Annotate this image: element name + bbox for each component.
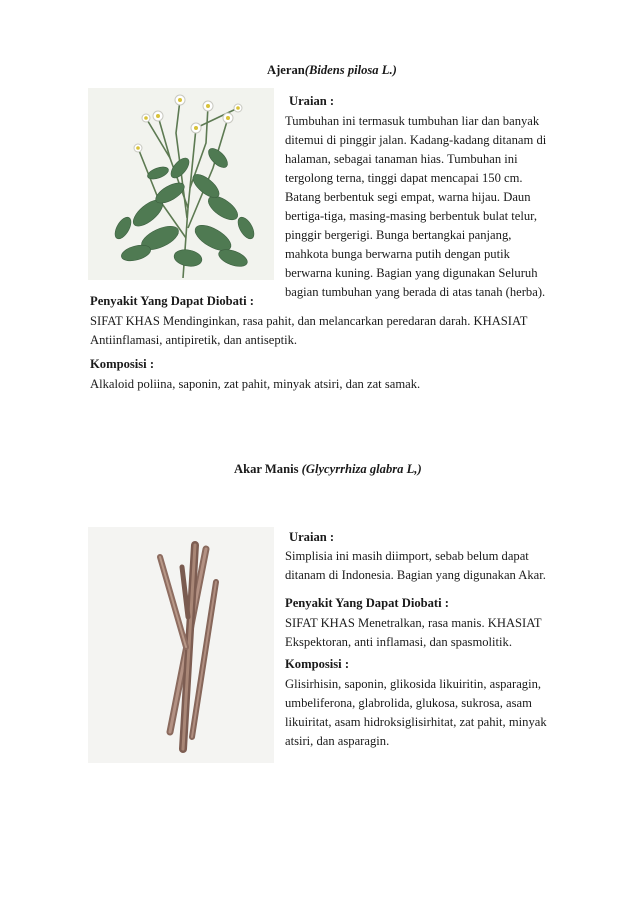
uraian-line: ditanam di Indonesia. Bagian yang digunakan Akar. bbox=[285, 568, 546, 582]
section2-title-name: Akar Manis bbox=[234, 462, 302, 476]
penyakit-line: Antiinflamasi, antipiretik, dan antiseptik. bbox=[90, 333, 298, 347]
uraian-line: Tumbuhan ini termasuk tumbuhan liar dan banyak bbox=[285, 114, 540, 128]
komposisi-line: Glisirhisin, saponin, glikosida likuiritin, asparagin, bbox=[285, 677, 542, 691]
section1-komposisi-heading: Komposisi : bbox=[90, 357, 155, 371]
section2-komposisi-text bbox=[285, 675, 585, 751]
komposisi-line: likuiritat, asam hidroksiglisirhitat, zat pahit, minyak bbox=[285, 715, 547, 729]
penyakit-line: Ekspektoran, anti inflamasi, dan spasmolitik. bbox=[285, 635, 512, 649]
section2-penyakit-text bbox=[285, 614, 585, 652]
uraian-line: tergolong terna, tinggi dapat mencapai 150 cm. bbox=[285, 171, 523, 185]
penyakit-line: SIFAT KHAS Menetralkan, rasa manis. KHASIAT bbox=[285, 616, 542, 630]
komposisi-line: Alkaloid poliina, saponin, zat pahit, minyak atsiri, dan zat samak. bbox=[90, 377, 421, 391]
komposisi-line: umbeliferona, glabrolida, glukosa, sukrosa, asam bbox=[285, 696, 532, 710]
uraian-line: Simplisia ini masih diimport, sebab belum dapat bbox=[285, 549, 529, 563]
bidens-pilosa-image bbox=[88, 88, 274, 280]
komposisi-line: atsiri, dan asparagin. bbox=[285, 734, 390, 748]
uraian-line: halaman, sebagai tanaman hias. Tumbuhan ini bbox=[285, 152, 518, 166]
section2-uraian-heading: Uraian : bbox=[289, 530, 335, 544]
section1-title-name: Ajeran bbox=[267, 63, 305, 77]
uraian-line: berwarna kuning. Bagian yang digunakan Seluruh bbox=[285, 266, 538, 280]
penyakit-line: SIFAT KHAS Mendinginkan, rasa pahit, dan melancarkan peredaran darah. KHASIAT bbox=[90, 314, 528, 328]
uraian-line: bertiga-tiga, masing-masing berbentuk bulat telur, bbox=[285, 209, 537, 223]
section2-title-latin: (Glycyrrhiza glabra L,) bbox=[301, 462, 422, 476]
section1-komposisi-text bbox=[90, 375, 600, 394]
uraian-line: Batang berbentuk segi empat, warna hijau. Daun bbox=[285, 190, 531, 204]
uraian-line: mahkota bunga berwarna putih dengan putik bbox=[285, 247, 510, 261]
section2-title bbox=[234, 462, 422, 477]
section2-uraian-text bbox=[285, 547, 585, 585]
section1-title-latin: (Bidens pilosa L.) bbox=[304, 63, 397, 77]
section1-uraian-heading: Uraian : bbox=[289, 94, 335, 108]
licorice-root-image bbox=[88, 527, 274, 763]
section1-penyakit-heading: Penyakit Yang Dapat Diobati : bbox=[90, 294, 254, 308]
section2-komposisi-heading: Komposisi : bbox=[285, 657, 350, 671]
section1-uraian-text bbox=[285, 112, 585, 302]
uraian-line: pinggir bergerigi. Bunga bertangkai panjang, bbox=[285, 228, 512, 242]
section1-penyakit-text bbox=[90, 312, 600, 350]
uraian-line: bagian tumbuhan yang berada di atas tanah (herba). bbox=[285, 285, 546, 299]
section2-penyakit-heading: Penyakit Yang Dapat Diobati : bbox=[285, 596, 449, 610]
section1-title bbox=[267, 63, 397, 78]
uraian-line: ditemui di pinggir jalan. Kadang-kadang ditanam di bbox=[285, 133, 547, 147]
